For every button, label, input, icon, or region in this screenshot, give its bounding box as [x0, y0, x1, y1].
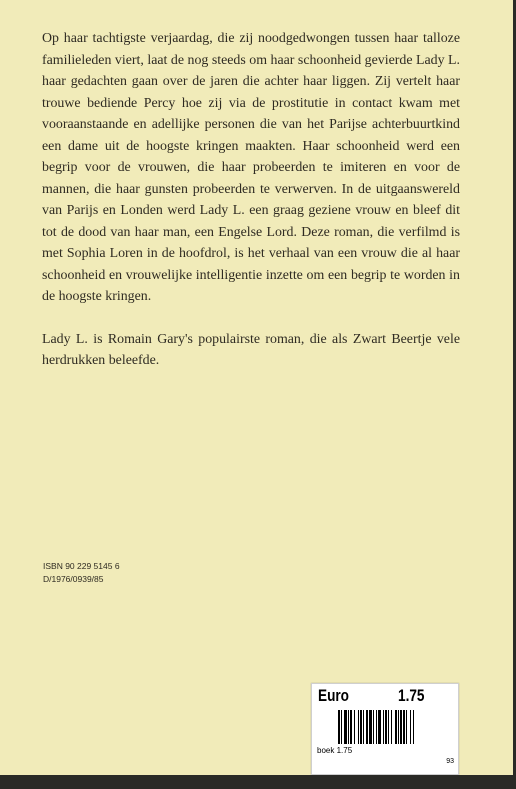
- price-row: [318, 686, 450, 704]
- price-sticker: [311, 683, 459, 775]
- blurb-paragraph-1: Op haar tachtigste verjaardag, die zij noodgedwongen tussen haar talloze familieleden viert, laat de nog steeds om haar schoonheid gevierde Lady L. haar gedachten gaan over de jaren die achter haar liggen. Zij vertelt haar trouwe bediende Percy hoe zij via de prostitutie in contact kwam met vooraanstaande en adellijke personen die van het Parijse achterbuurtkind een dame uit de hoogste kringen maakten. Haar schoonheid werd een begrip voor de vrouwen, die haar probeerden te imiteren en voor de mannen, die haar gunsten probeerden te verwerven. In de uitgaanswereld van Parijs en Londen werd Lady L. een graag geziene vrouw en bleef dit tot de dood van haar man, een Engelse Lord. Deze roman, die verfilmd is met Sophia Loren in de hoofdrol, is het verhaal van een vrouw die al haar schoonheid en vrouwelijke intelligentie inzette om een begrip te worden in de hoogste kringen.: [42, 31, 460, 304]
- price-value: 1.75: [398, 686, 425, 705]
- barcode-bar: [373, 710, 374, 744]
- barcode-icon: [338, 710, 434, 744]
- barcode-bar: [410, 710, 411, 744]
- barcode-bar: [400, 710, 402, 744]
- barcode-bar: [350, 710, 352, 744]
- barcode-bar: [398, 710, 399, 744]
- barcode-bar: [360, 710, 362, 744]
- barcode-bar: [366, 710, 368, 744]
- barcode-bar: [376, 710, 377, 744]
- blurb-text: [42, 28, 460, 372]
- barcode-bar: [388, 710, 389, 744]
- barcode-bar: [363, 710, 364, 744]
- isbn-block: [43, 560, 120, 586]
- barcode-bar: [395, 710, 397, 744]
- barcode-bar: [385, 710, 387, 744]
- barcode-bar: [341, 710, 342, 744]
- barcode-bar: [383, 710, 384, 744]
- sticker-code: 93: [446, 758, 454, 765]
- bottom-shadow: [0, 775, 516, 789]
- barcode-bar: [338, 710, 340, 744]
- barcode-bar: [378, 710, 381, 744]
- depot-number: D/1976/0939/85: [43, 574, 104, 584]
- barcode-bar: [344, 710, 347, 744]
- barcode-bar: [369, 710, 372, 744]
- barcode-bar: [406, 710, 407, 744]
- currency-label: Euro: [318, 686, 349, 705]
- sticker-boek-text: boek 1.75: [317, 746, 353, 755]
- blurb-paragraph-2: Lady L. is Romain Gary's populairste roman, die als Zwart Beertje vele herdrukken beleefde.: [42, 331, 460, 368]
- barcode-bar: [354, 710, 355, 744]
- barcode-bar: [348, 710, 349, 744]
- barcode-bar: [413, 710, 414, 744]
- barcode-bar: [358, 710, 359, 744]
- barcode-bar: [391, 710, 392, 744]
- isbn-number: ISBN 90 229 5145 6: [43, 561, 120, 571]
- barcode-bar: [403, 710, 405, 744]
